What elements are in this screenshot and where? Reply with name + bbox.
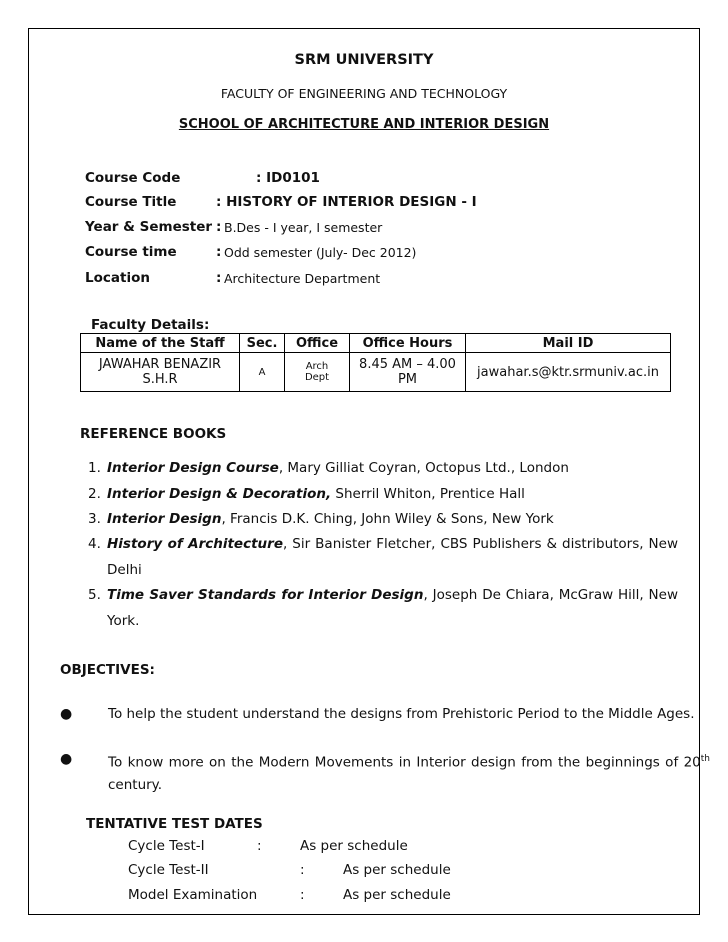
ref-number: 5. [88,587,101,603]
faculty-title: FACULTY OF ENGINEERING AND TECHNOLOGY [220,86,508,101]
office-cell [285,353,350,392]
ref-details: , Mary Gilliat Coyran, Octopus Ltd., London [278,460,569,476]
location-colon: : [216,270,222,286]
list-item [88,481,678,507]
bullet-icon: ● [60,751,73,767]
location-value: Architecture Department [224,271,381,286]
col-name-header: Name of the Staff [81,334,240,353]
test-colon: : [300,862,305,878]
office-hours-cell [350,353,466,392]
test-dates-heading: TENTATIVE TEST DATES [86,816,263,832]
year-semester-colon: : [216,219,222,235]
reference-books-heading: REFERENCE BOOKS [80,426,227,442]
staff-name-line1: JAWAHAR BENAZIR [98,357,222,372]
section-cell: A [240,353,285,392]
course-title-label: Course Title [85,194,177,210]
ref-details: , Joseph De Chiara, McGraw Hill, New York. [107,587,678,629]
test-value: As per schedule [343,887,451,903]
list-item [88,455,678,481]
year-semester-label: Year & Semester [85,219,213,235]
table-header-row [81,334,671,353]
ref-title: Interior Design Course [107,460,279,476]
ref-title: Interior Design [107,511,222,527]
col-office-header: Office [285,334,350,353]
course-time-colon: : [216,244,222,260]
col-mail-header: Mail ID [466,334,671,353]
test-colon: : [257,838,262,854]
objectives-heading: OBJECTIVES: [60,662,155,678]
ref-title: Time Saver Standards for Interior Design [107,587,424,603]
ref-details: , Francis D.K. Ching, John Wiley & Sons, New York [221,511,554,527]
course-code-value: : ID0101 [256,170,320,186]
course-code-label: Course Code [85,170,181,186]
office-line1: Arch [305,361,329,372]
objective-text: To help the student understand the designs from Prehistoric Period to the Middle Ages. [108,706,695,722]
school-title: SCHOOL OF ARCHITECTURE AND INTERIOR DESIGN [178,117,550,132]
ref-title: Interior Design & Decoration, [107,486,332,502]
course-time-label: Course time [85,244,177,260]
university-title: SRM UNIVERSITY [294,52,434,68]
test-name: Model Examination [128,887,258,903]
bullet-icon: ● [60,706,73,722]
ref-title: History of Architecture [107,536,283,552]
test-name: Cycle Test-II [128,862,209,878]
col-sec-header: Sec. [240,334,285,353]
hours-line1: 8.45 AM – 4.00 [359,357,456,372]
ref-number: 2. [88,486,101,502]
year-semester-value: B.Des - I year, I semester [224,220,383,235]
mail-id-cell[interactable]: jawahar.s@ktr.srmuniv.ac.in [466,353,671,392]
ref-number: 4. [88,536,101,552]
hours-line2: PM [397,372,418,387]
test-name: Cycle Test-I [128,838,205,854]
faculty-details-heading: Faculty Details: [91,317,210,333]
ref-number: 3. [88,511,101,527]
col-hours-header: Office Hours [350,334,466,353]
table-row [81,353,671,392]
list-item [60,703,710,725]
list-item [60,748,710,796]
staff-name-cell [81,353,240,392]
objective-superscript: th [700,754,710,764]
objective-text-end: century. [108,776,163,793]
course-title-value: : HISTORY OF INTERIOR DESIGN - I [216,194,477,210]
ref-details: , Sir Banister Fletcher, CBS Publishers & distributors, New Delhi [107,536,679,578]
location-label: Location [85,270,150,286]
faculty-table [80,333,671,392]
test-value: As per schedule [343,862,451,878]
ref-number: 1. [88,460,101,476]
test-colon: : [300,887,305,903]
staff-name-line2: S.H.R [142,372,178,387]
list-item [88,506,678,532]
ref-details: Sherril Whiton, Prentice Hall [331,486,525,502]
list-item [88,531,678,583]
course-time-value: Odd semester (July- Dec 2012) [224,245,417,260]
test-value: As per schedule [300,838,408,854]
office-line2: Dept [304,372,330,383]
objective-text: To know more on the Modern Movements in Interior design from the beginnings of 20 [108,754,701,771]
list-item [88,582,678,634]
